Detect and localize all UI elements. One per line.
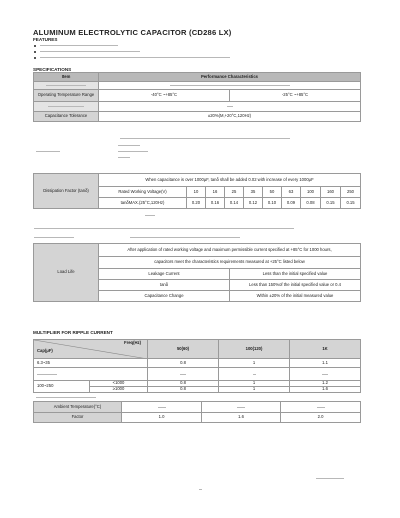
bullet-icon	[34, 45, 36, 47]
tan-delta-cell: 0.20	[187, 198, 206, 209]
tan-delta-cell: 0.08	[301, 198, 321, 209]
leakage-note-line	[120, 138, 290, 139]
temp-faint-cell	[202, 402, 281, 413]
temperature-table	[33, 401, 361, 423]
ripple-cell: 0.8	[148, 381, 219, 387]
tan-delta-label: tanδMAX.(25°C,120Hz)	[99, 198, 187, 209]
leakage-note-line	[118, 145, 140, 146]
ripple-cell: 1.6	[290, 387, 361, 393]
temp-note-line	[145, 215, 155, 216]
tan-delta-cell: 0.16	[206, 198, 225, 209]
spec-row-faint	[34, 82, 99, 90]
ripple-cell: 1.1	[290, 359, 361, 368]
load-life-table	[33, 243, 361, 302]
ripple-corner-cell	[34, 340, 148, 359]
voltage-cell: 63	[282, 187, 301, 198]
ripple-cell: 1.2	[290, 381, 361, 387]
spec-row-faint-value	[99, 102, 361, 112]
tan-delta-cell: 0.14	[225, 198, 244, 209]
load-life-label: Load Life	[34, 244, 99, 302]
df-label: Dissipation Factor (tanδ)	[34, 174, 99, 209]
temp-note-line	[34, 228, 294, 229]
features-heading: FEATURES	[33, 37, 58, 42]
feature-line-2	[40, 51, 140, 52]
capacitance-tolerance-label: Capacitance Tolerance	[34, 112, 99, 122]
tan-delta-cell: 0.12	[244, 198, 263, 209]
dissipation-factor-table	[33, 173, 361, 209]
ripple-subrow-label: ≥1000	[90, 387, 148, 393]
leakage-note-line	[118, 157, 130, 158]
load-life-tan-value: Less than 150%of the initial specified value or 0.4	[230, 280, 361, 291]
voltage-cell: 10	[187, 187, 206, 198]
ripple-group-label: 100~250	[34, 381, 90, 393]
ripple-faint-cell	[290, 368, 361, 381]
operating-temp-value-a: -40°C ~+85°C	[99, 90, 230, 102]
ripple-faint-cell	[219, 368, 290, 381]
freq-label: Freq(Hz)	[124, 339, 142, 345]
feature-line-1	[40, 45, 118, 46]
rated-voltage-label: Rated Working Voltage(V)	[99, 187, 187, 198]
leakage-note-line	[118, 151, 148, 152]
spec-row-faint-value	[99, 82, 361, 90]
freq-header: 100(120)	[219, 340, 290, 359]
voltage-cell: 16	[206, 187, 225, 198]
bullet-icon	[34, 51, 36, 53]
ripple-faint-row	[34, 368, 148, 381]
ripple-cell: 0.8	[148, 387, 219, 393]
load-life-cap-change-value: Within ±20% of the initial measured value	[230, 291, 361, 302]
voltage-cell: 100	[301, 187, 321, 198]
tan-delta-cell: 0.10	[263, 198, 282, 209]
multiplier-heading: MULTIPLIER FOR RIPPLE CURRENT	[33, 330, 113, 335]
col-header-item: Item	[34, 73, 99, 82]
factor-cell: 1.6	[202, 413, 281, 423]
tan-delta-cell: 0.09	[282, 198, 301, 209]
feature-line-3	[40, 57, 230, 58]
ripple-row-label: 6.3~35	[34, 359, 148, 368]
load-life-desc-2: capacitors meet the characteristics requirements measured at +25°C listed below	[99, 257, 361, 269]
footer-mark	[316, 478, 344, 479]
temp-faint-cell	[122, 402, 202, 413]
page-number-mark	[199, 489, 202, 490]
ripple-subrow-label: <1000	[90, 381, 148, 387]
specifications-heading: SPECIFICATIONS	[33, 67, 72, 72]
tan-delta-cell: 0.15	[341, 198, 361, 209]
freq-header: 50(60)	[148, 340, 219, 359]
voltage-cell: 25	[225, 187, 244, 198]
load-life-tan-label: tanδ	[99, 280, 230, 291]
temp-note-line	[34, 237, 74, 238]
bullet-icon	[34, 57, 36, 59]
voltage-cell: 250	[341, 187, 361, 198]
document-title: ALUMINUM ELECTROLYTIC CAPACITOR (CD286 LX)	[33, 28, 232, 37]
spec-row-faint	[34, 102, 99, 112]
ripple-cell: 0.8	[148, 359, 219, 368]
ripple-cell: 1	[219, 387, 290, 393]
cap-label: Cap(μF)	[37, 347, 53, 353]
load-life-desc-1: After application of rated working voltage and maximum permissible current specified at +85°C for 1000 hours,	[99, 244, 361, 257]
voltage-cell: 160	[321, 187, 341, 198]
freq-header: 1K	[290, 340, 361, 359]
load-life-cap-change-label: Capacitance Change	[99, 291, 230, 302]
spec-table	[33, 72, 361, 122]
temp-multiplier-note-line	[36, 397, 96, 398]
ripple-table	[33, 339, 361, 393]
ripple-cell: 1	[219, 359, 290, 368]
load-life-leakage-label: Leakage Current	[99, 269, 230, 280]
capacitance-tolerance-value: ±20%(M,+20°C,120Hz)	[99, 112, 361, 122]
tan-delta-cell: 0.15	[321, 198, 341, 209]
ripple-faint-cell	[148, 368, 219, 381]
temp-note-line	[130, 237, 240, 238]
df-note: When capacitance is over 1000μF, tanδ shall be added 0.02 with increase of every 1000μF	[99, 174, 361, 187]
factor-cell: 2.0	[281, 413, 361, 423]
ambient-temp-label: Ambient Temperature(°C)	[34, 402, 122, 413]
load-life-leakage-value: Less than the initial specified value	[230, 269, 361, 280]
voltage-cell: 50	[263, 187, 282, 198]
voltage-cell: 35	[244, 187, 263, 198]
operating-temp-label: Operating Temperature Range	[34, 90, 99, 102]
ripple-cell: 1	[219, 381, 290, 387]
col-header-performance: Performance Characteristics	[99, 73, 361, 82]
factor-cell: 1.0	[122, 413, 202, 423]
temp-faint-cell	[281, 402, 361, 413]
operating-temp-value-b: -25°C ~+85°C	[230, 90, 361, 102]
factor-label: Factor	[34, 413, 122, 423]
leakage-note-line	[36, 151, 60, 152]
